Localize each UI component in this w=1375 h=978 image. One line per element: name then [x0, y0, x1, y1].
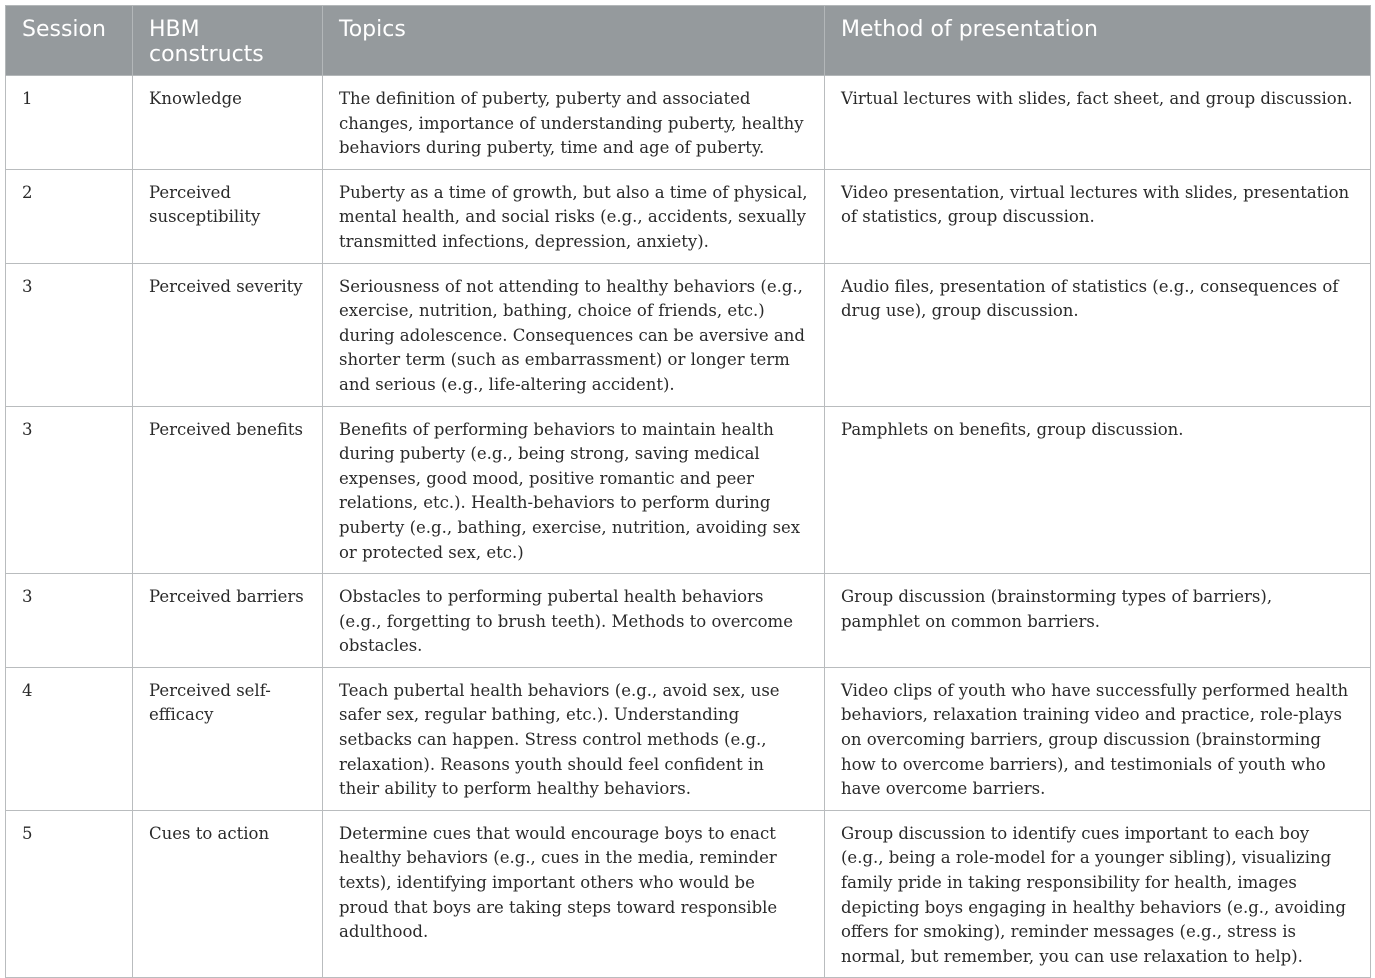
hbm-sessions-table — [5, 5, 1371, 978]
construct-cell: Perceived severity — [133, 263, 323, 406]
topics-cell: Obstacles to performing pubertal health behaviors (e.g., forgetting to brush teeth). Methods to overcome obstacles. — [323, 574, 825, 668]
method-cell: Virtual lectures with slides, fact sheet, and group discussion. — [825, 76, 1371, 170]
topics-cell: Teach pubertal health behaviors (e.g., avoid sex, use safer sex, regular bathing, etc.). Understanding setbacks can happen. Stress control methods (e.g., relaxation). Reasons youth should feel confident in their ability to perform healthy behaviors. — [323, 667, 825, 810]
table-row — [6, 810, 1371, 978]
header-topics: Topics — [323, 6, 825, 76]
method-cell: Audio files, presentation of statistics (e.g., consequences of drug use), group discussion. — [825, 263, 1371, 406]
construct-cell: Perceived benefits — [133, 406, 323, 574]
construct-cell: Perceived barriers — [133, 574, 323, 668]
table-row — [6, 406, 1371, 574]
method-cell: Group discussion (brainstorming types of barriers), pamphlet on common barriers. — [825, 574, 1371, 668]
session-cell: 3 — [6, 406, 133, 574]
topics-cell: The definition of puberty, puberty and associated changes, importance of understanding puberty, healthy behaviors during puberty, time and age of puberty. — [323, 76, 825, 170]
session-cell: 3 — [6, 574, 133, 668]
topics-cell: Puberty as a time of growth, but also a time of physical, mental health, and social risks (e.g., accidents, sexually transmitted infections, depression, anxiety). — [323, 169, 825, 263]
construct-cell: Perceived self-efficacy — [133, 667, 323, 810]
construct-cell: Perceived susceptibility — [133, 169, 323, 263]
table-row — [6, 574, 1371, 668]
table-row — [6, 76, 1371, 170]
method-cell: Group discussion to identify cues important to each boy (e.g., being a role-model for a younger sibling), visualizing family pride in taking responsibility for health, images depicting boys engaging in healthy behaviors (e.g., avoiding offers for smoking), reminder messages (e.g., stress is normal, but remember, you can use relaxation to help). — [825, 810, 1371, 978]
method-cell: Video presentation, virtual lectures with slides, presentation of statistics, group discussion. — [825, 169, 1371, 263]
session-cell: 5 — [6, 810, 133, 978]
session-cell: 4 — [6, 667, 133, 810]
table-row — [6, 667, 1371, 810]
topics-cell: Determine cues that would encourage boys to enact healthy behaviors (e.g., cues in the media, reminder texts), identifying important others who would be proud that boys are taking steps toward responsible adulthood. — [323, 810, 825, 978]
header-method-of-presentation: Method of presentation — [825, 6, 1371, 76]
construct-cell: Cues to action — [133, 810, 323, 978]
session-cell: 2 — [6, 169, 133, 263]
table-row — [6, 263, 1371, 406]
topics-cell: Benefits of performing behaviors to maintain health during puberty (e.g., being strong, saving medical expenses, good mood, positive romantic and peer relations, etc.). Health-behaviors to perform during puberty (e.g., bathing, exercise, nutrition, avoiding sex or protected sex, etc.) — [323, 406, 825, 574]
table-row — [6, 169, 1371, 263]
session-cell: 3 — [6, 263, 133, 406]
header-hbm-constructs: HBM constructs — [133, 6, 323, 76]
construct-cell: Knowledge — [133, 76, 323, 170]
hbm-table-container — [5, 5, 1370, 978]
table-body — [6, 76, 1371, 978]
session-cell: 1 — [6, 76, 133, 170]
topics-cell: Seriousness of not attending to healthy behaviors (e.g., exercise, nutrition, bathing, choice of friends, etc.) during adolescence. Consequences can be aversive and shorter term (such as embarrassment) or longer term and serious (e.g., life-altering accident). — [323, 263, 825, 406]
table-header — [6, 6, 1371, 76]
header-row — [6, 6, 1371, 76]
header-session: Session — [6, 6, 133, 76]
method-cell: Pamphlets on benefits, group discussion. — [825, 406, 1371, 574]
method-cell: Video clips of youth who have successfully performed health behaviors, relaxation training video and practice, role-plays on overcoming barriers, group discussion (brainstorming how to overcome barriers), and testimonials of youth who have overcome barriers. — [825, 667, 1371, 810]
